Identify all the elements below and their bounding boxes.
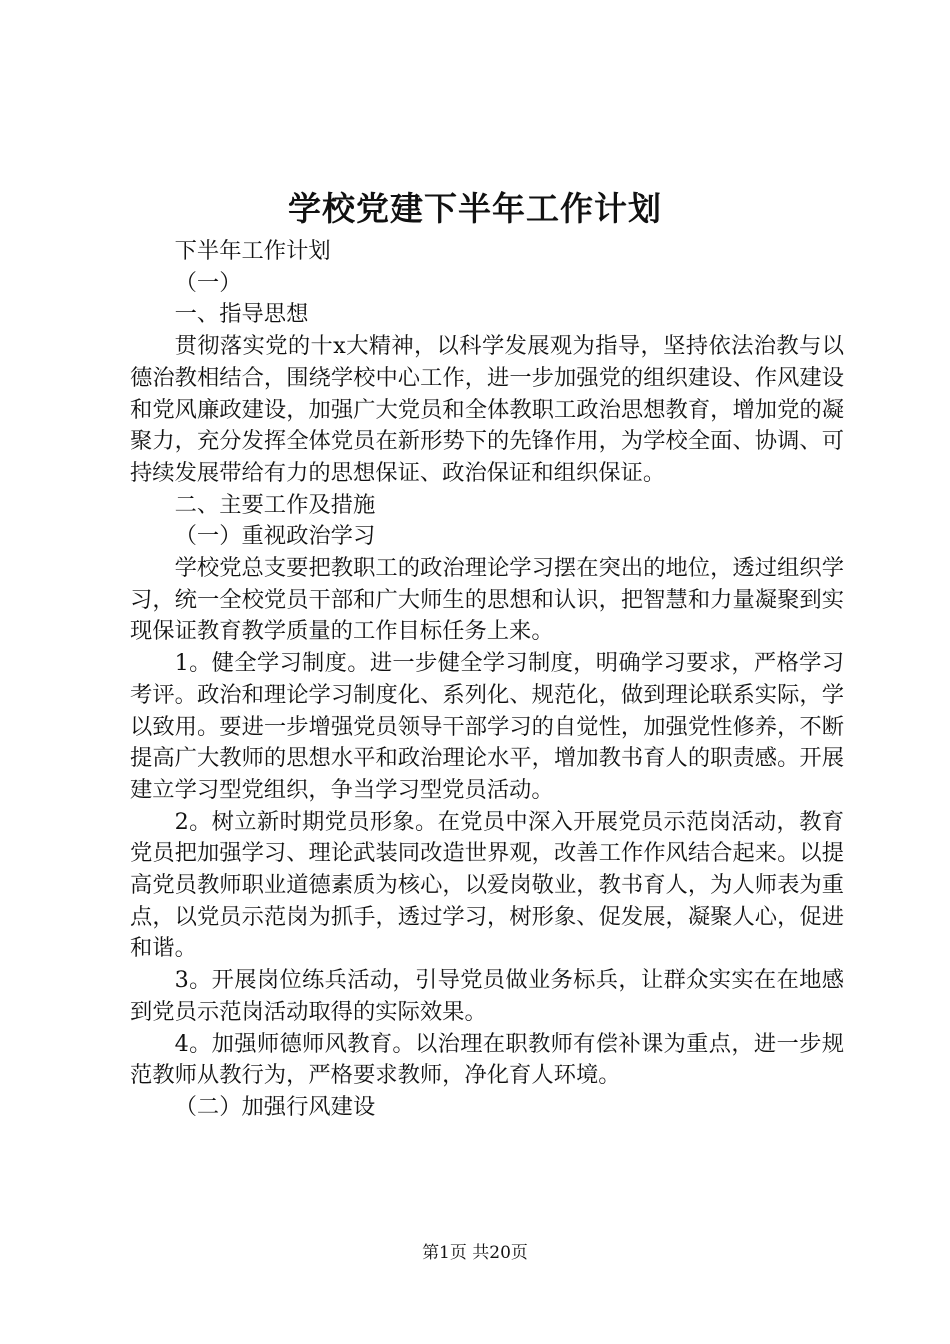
paragraph-item-2: 2。树立新时期党员形象。在党员中深入开展党员示范岗活动，教育党员把加强学习、理论武装同改造世界观，改善工作作风结合起来。以提高党员教师职业道德素质为核心，以爱岗敬业，教书育人，为人师表为重点，以党员示范岗为抓手，透过学习，树形象、促发展，凝聚人心，促进和谐。 xyxy=(130,808,844,962)
document-body xyxy=(130,236,844,1124)
heading-main-work: 二、主要工作及措施 xyxy=(174,491,376,518)
paragraph-guiding-ideology: 贯彻落实党的十x大精神，以科学发展观为指导，坚持依法治教与以德治教相结合，围绕学校中心工作，进一步加强党的组织建设、作风建设和党风廉政建设，加强广大党员和全体教职工政治思想教育，增加党的凝聚力，充分发挥全体党员在新形势下的先锋作用，为学校全面、协调、可持续发展带给有力的思想保证、政治保证和组织保证。 xyxy=(130,333,844,486)
paragraph-political-study: 学校党总支要把教职工的政治理论学习摆在突出的地位，透过组织学习，统一全校党员干部和广大师生的思想和认识，把智慧和力量凝聚到实现保证教育教学质量的工作目标任务上来。 xyxy=(130,555,844,645)
heading-political-study: （一）重视政治学习 xyxy=(174,523,376,550)
heading-guiding-ideology: 一、指导思想 xyxy=(174,301,309,328)
paragraph-item-1: 1。健全学习制度。进一步健全学习制度，明确学习要求，严格学习考评。政治和理论学习制度化、系列化、规范化，做到理论联系实际，学以致用。要进一步增强党员领导干部学习的自觉性，加强党性修养，不断提高广大教师的思想水平和政治理论水平，增加教书育人的职责感。开展建立学习型党组织，争当学习型党员活动。 xyxy=(130,650,844,803)
heading-work-style: （二）加强行风建设 xyxy=(174,1093,376,1120)
paragraph-subtitle: 下半年工作计划 xyxy=(174,238,331,264)
paragraph-item-3: 3。开展岗位练兵活动，引导党员做业务标兵，让群众实实在在地感到党员示范岗活动取得的实际效果。 xyxy=(130,967,844,1025)
page-number-footer: 第1页 共20页 xyxy=(422,1243,528,1263)
paragraph-section-marker: （一） xyxy=(174,269,242,296)
page-title: 学校党建下半年工作计划 xyxy=(288,189,662,228)
paragraph-item-4: 4。加强师德师风教育。以治理在职教师有偿补课为重点，进一步规范教师从教行为，严格要求教师，净化育人环境。 xyxy=(130,1030,844,1089)
